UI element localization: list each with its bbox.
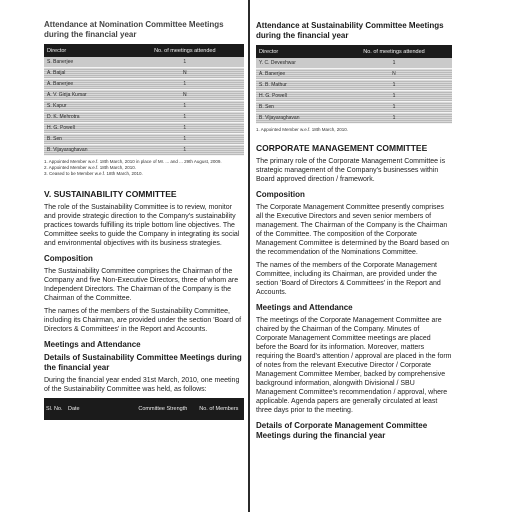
cmc-section-title: CORPORATE MANAGEMENT COMMITTEE (256, 143, 428, 153)
table-row (256, 113, 452, 124)
director-name: A. V. Girija Kumar (44, 90, 126, 101)
director-name: S. Banerjee (44, 57, 126, 68)
column-header-committee-strength: Committee Strength (132, 398, 194, 420)
table-row (44, 123, 244, 134)
meetings-attended: 1 (126, 79, 244, 90)
director-name: A. Banerjee (44, 79, 126, 90)
footnote: 1. Appointed Member w.e.f. 18th March, 2010. (256, 127, 349, 132)
footnotes (44, 159, 244, 177)
sustainability-attendance-heading: Attendance at Sustainability Committee Meetings during the financial year (256, 21, 444, 40)
footnote: 2. Appointed Member w.e.f. 18th March, 2010. (44, 165, 137, 170)
meetings-attended: 1 (336, 102, 452, 113)
table-row (256, 102, 452, 113)
meetings-attended: 1 (336, 80, 452, 91)
meetings-attended: 1 (126, 134, 244, 145)
meetings-attended: N (126, 68, 244, 79)
left-column (44, 0, 244, 512)
column-divider (248, 0, 250, 512)
sustainability-section-title: V. SUSTAINABILITY COMMITTEE (44, 189, 177, 199)
director-name: A. Baijal (44, 68, 126, 79)
footnotes (256, 127, 452, 133)
composition-heading: Composition (256, 190, 305, 199)
meetings-heading: Meetings and Attendance (256, 303, 353, 312)
director-name: A. Banerjee (256, 69, 336, 80)
director-name: B. Sen (256, 102, 336, 113)
table-row (44, 79, 244, 90)
table-row (44, 68, 244, 79)
right-column (256, 0, 452, 512)
table-row (44, 112, 244, 123)
footnote: 1. Appointed Member w.e.f. 18th March, 2010 in place of Mr. ... and ... 29th August, 2009. (44, 159, 222, 164)
table-row (256, 91, 452, 102)
column-header-director: Director (256, 45, 336, 58)
director-name: H. G. Powell (44, 123, 126, 134)
nomination-attendance-heading: Attendance at Nomination Committee Meetings during the financial year (44, 20, 224, 39)
meetings-attended: N (126, 90, 244, 101)
composition-heading: Composition (44, 254, 93, 263)
director-name: D. K. Mehrotra (44, 112, 126, 123)
table-row (44, 101, 244, 112)
cmc-intro: The primary role of the Corporate Management Committee is strategic management of the Company's businesses within Board approved direction / framework. (256, 158, 446, 183)
sustainability-attendance-table (256, 45, 452, 124)
details-paragraph: During the financial year ended 31st March, 2010, one meeting of the Sustainability Committee was held, as follows: (44, 377, 240, 393)
table-row (256, 69, 452, 80)
director-name: B. Sen (44, 134, 126, 145)
meetings-attended: 1 (126, 145, 244, 156)
details-heading: Details of Corporate Management Committee Meetings during the financial year (256, 421, 428, 440)
column-header-sl-no: Sl. No. (44, 398, 66, 420)
column-header-director: Director (44, 44, 126, 57)
director-name: B. Vijayaraghavan (256, 113, 336, 124)
column-header-date: Date (66, 398, 132, 420)
composition-paragraph: The names of the members of the Sustainability Committee, including its Chairman, are provided under the section 'Board of Directors & Committees' in the Report and Accounts. (44, 308, 242, 333)
director-name: H. G. Powell (256, 91, 336, 102)
table-row (44, 57, 244, 68)
meetings-attended: 1 (126, 123, 244, 134)
nomination-attendance-table (44, 44, 244, 156)
meetings-attended: 1 (126, 101, 244, 112)
meetings-details-table (44, 398, 244, 420)
column-header-meetings: No. of meetings attended (126, 44, 244, 57)
director-name: S. B. Mathur (256, 80, 336, 91)
director-name: S. Kapur (44, 101, 126, 112)
column-header-members: No. of Members (194, 398, 244, 420)
table-row (44, 90, 244, 101)
meetings-attended: 1 (336, 113, 452, 124)
table-row (44, 145, 244, 156)
meetings-attended: 1 (336, 91, 452, 102)
table-row (256, 80, 452, 91)
composition-paragraph: The Corporate Management Committee presently comprises all the Executive Directors and seven senior members of management. The Chairman of the Company is the Chairman of the Committee. The composition of the Corporate Management Committee is determined by the Board based on the recommendation of the Nominations Committee. (256, 204, 449, 256)
table-row (256, 58, 452, 69)
meetings-attended: 1 (336, 58, 452, 69)
table-row (44, 134, 244, 145)
footnote: 3. Ceased to be Member w.e.f. 18th March, 2010. (44, 171, 143, 176)
column-header-meetings: No. of meetings attended (336, 45, 452, 58)
details-heading: Details of Sustainability Committee Meetings during the financial year (44, 353, 242, 372)
director-name: Y. C. Deveshwar (256, 58, 336, 69)
composition-paragraph: The names of the members of the Corporate Management Committee, including its Chairman, are provided under the section 'Board of Directors & Committees' in the Report and Accounts. (256, 262, 441, 296)
composition-paragraph: The Sustainability Committee comprises the Chairman of the Company and five Non-Executive Directors, three of whom are Independent Directors. The Chairman of the Company is the Chairman of the Committee. (44, 268, 239, 302)
sustainability-intro: The role of the Sustainability Committee is to review, monitor and provide strategic direction to the Company's sustainability practices towards fulfilling its triple bottom line objectives. The Committee seeks to guide the Company in integrating its social and environmental objectives with its business strategies. (44, 204, 240, 247)
meetings-attended: 1 (126, 112, 244, 123)
meetings-attended: 1 (126, 57, 244, 68)
director-name: B. Vijayaraghavan (44, 145, 126, 156)
meetings-paragraph: The meetings of the Corporate Management Committee are chaired by the Chairman of the Company. Minutes of Corporate Management Committee meetings are placed before the Board for its information. Moreover, matters requiring the Board's attention / approval are placed in the form of notes from the relevant Executive Director / Corporate Management Committee Member, backed by comprehensive background information, alongwith Divisional / SBU Management Committee's recommendation / approval, where applicable. Agenda papers are generally circulated at least three days prior to the meeting. (256, 317, 452, 414)
meetings-attended: N (336, 69, 452, 80)
meetings-heading: Meetings and Attendance (44, 340, 141, 349)
